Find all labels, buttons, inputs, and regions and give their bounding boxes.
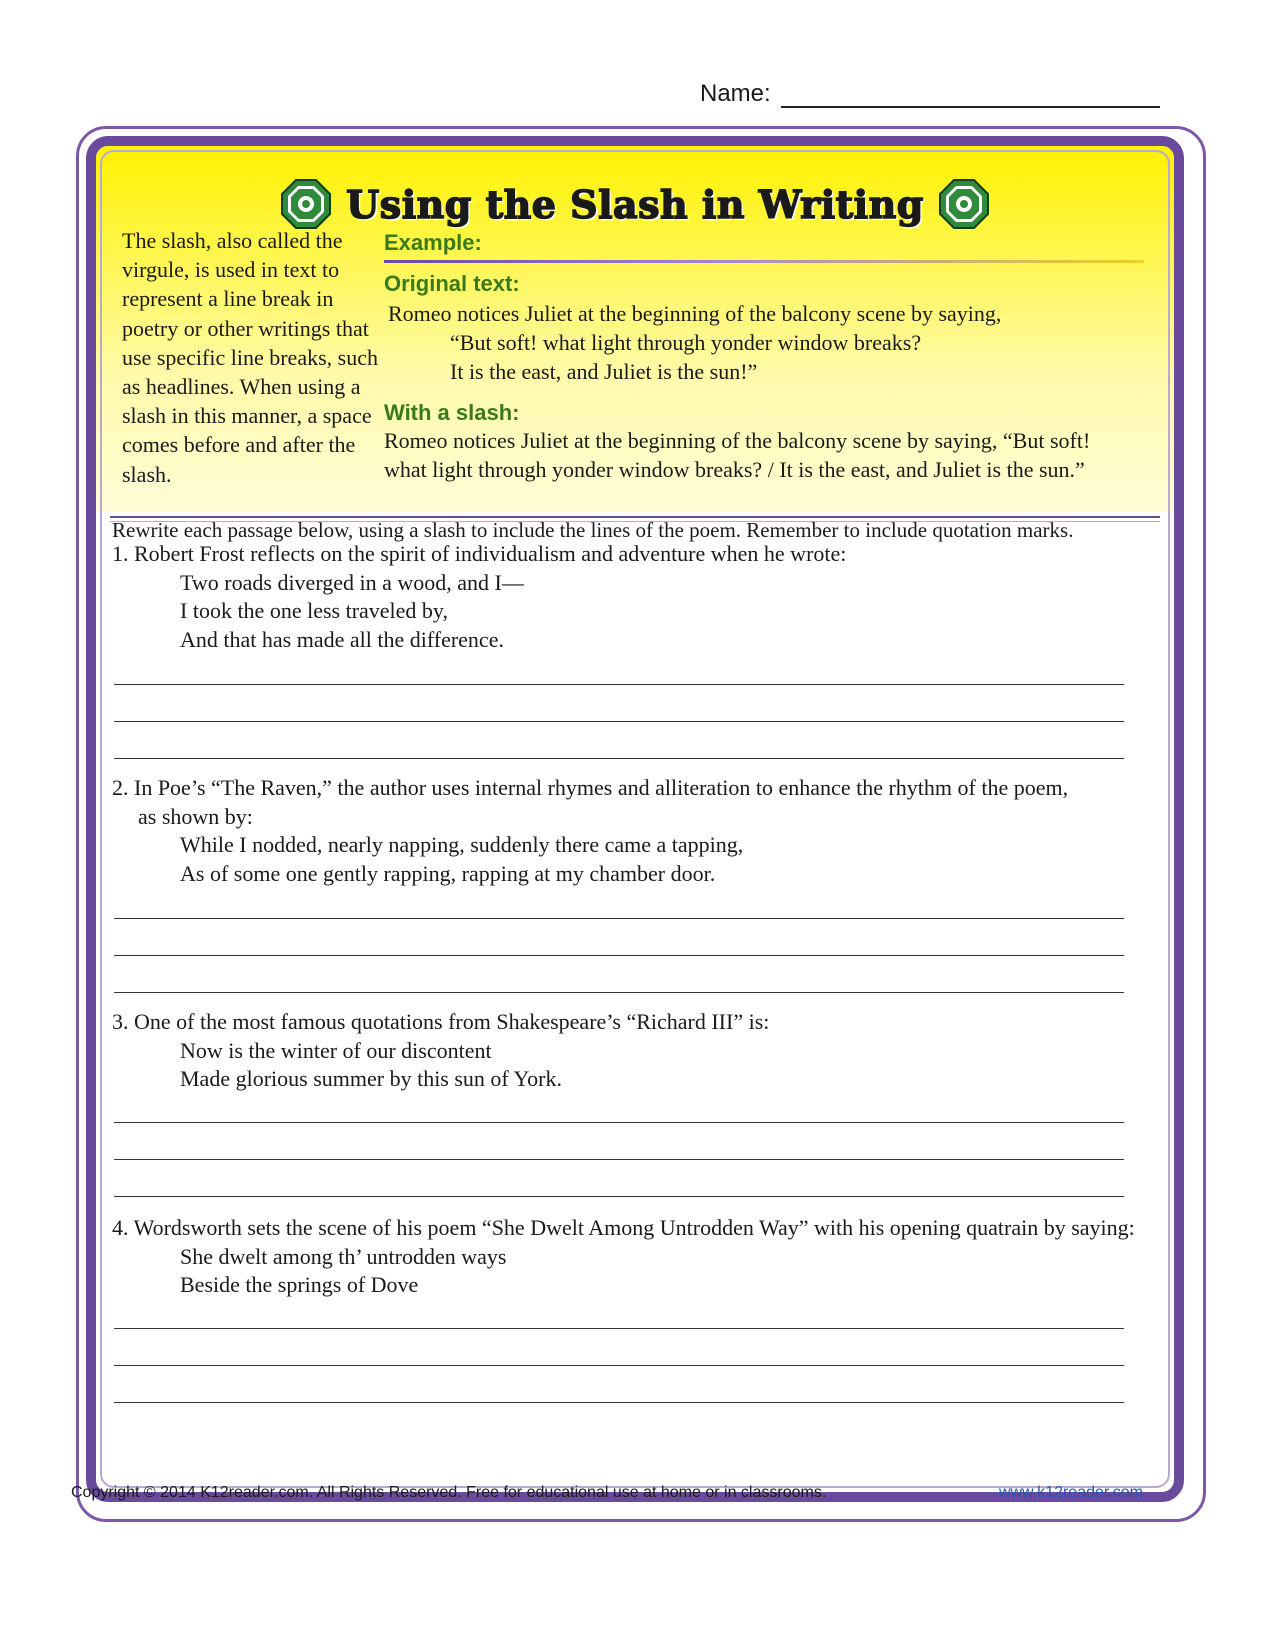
page-title: Using the Slash in Writing — [346, 181, 924, 227]
original-line: It is the east, and Juliet is the sun!” — [450, 359, 758, 384]
poem-line: Made glorious summer by this sun of York. — [180, 1066, 562, 1091]
answer-line[interactable] — [114, 955, 1124, 956]
question-prompt: 4. Wordsworth sets the scene of his poem “She Dwelt Among Untrodden Way” with his opening quatrain by saying: — [112, 1215, 1135, 1240]
website-link[interactable]: www.k12reader.com — [998, 1484, 1143, 1501]
answer-line[interactable] — [114, 1159, 1124, 1160]
octagon-ornament-icon — [280, 178, 332, 230]
question-prompt: 2. In Poe’s “The Raven,” the author uses internal rhymes and alliteration to enhance the rhythm of the poem, — [112, 775, 1069, 800]
name-field — [700, 72, 1160, 108]
question-1 — [112, 540, 1172, 654]
example-rule — [384, 260, 1144, 263]
poem-line: Two roads diverged in a wood, and I— — [180, 569, 524, 595]
poem-line: She dwelt among th’ untrodden ways — [180, 1243, 507, 1269]
answer-line[interactable] — [114, 684, 1124, 685]
answer-line[interactable] — [114, 992, 1124, 993]
original-line: “But soft! what light through yonder window breaks? — [450, 330, 922, 355]
instructions: Rewrite each passage below, using a slash to include the lines of the poem. Remember to include quotation marks. — [112, 518, 1074, 542]
question-prompt-continued: as shown by: — [138, 803, 253, 829]
poem-line: I took the one less traveled by, — [180, 598, 448, 623]
original-text-block — [384, 299, 1144, 386]
worksheet-frame — [86, 136, 1184, 1502]
answer-line[interactable] — [114, 1365, 1124, 1366]
question-3 — [112, 1008, 1172, 1094]
with-slash-block — [384, 426, 1144, 484]
slash-line: what light through yonder window breaks? / It is the east, and Juliet is the sun.” — [384, 457, 1085, 482]
answer-line[interactable] — [114, 1196, 1124, 1197]
poem-line: As of some one gently rapping, rapping at my chamber door. — [180, 860, 716, 886]
slash-line: Romeo notices Juliet at the beginning of the balcony scene by saying, “But soft! — [384, 428, 1091, 453]
name-label: Name: — [700, 80, 771, 107]
copyright-notice: Copyright © 2014 K12reader.com. All Rights Reserved. Free for educational use at home or in classrooms. — [71, 1484, 827, 1501]
question-prompt: 1. Robert Frost reflects on the spirit of individualism and adventure when he wrote: — [112, 541, 847, 566]
example-heading: Example: — [384, 230, 482, 255]
question-2 — [112, 774, 1172, 888]
answer-line[interactable] — [114, 918, 1124, 919]
octagon-ornament-icon — [938, 178, 990, 230]
answer-line[interactable] — [114, 721, 1124, 722]
poem-line: Now is the winter of our discontent — [180, 1037, 492, 1063]
answer-line[interactable] — [114, 1328, 1124, 1329]
with-slash-heading: With a slash: — [384, 400, 520, 425]
answer-line[interactable] — [114, 1122, 1124, 1123]
example-section — [384, 230, 1144, 484]
poem-line: And that has made all the difference. — [180, 626, 504, 652]
answer-line[interactable] — [114, 758, 1124, 759]
intro-text: The slash, also called the virgule, is used in text to represent a line break in poetry or other writings that use specific line breaks, such as headlines. When using a slash in this manner, a space comes before and after the slash. — [122, 228, 378, 487]
name-blank-line[interactable] — [781, 80, 1160, 108]
poem-line: Beside the springs of Dove — [180, 1272, 419, 1297]
answer-line[interactable] — [114, 1402, 1124, 1403]
question-prompt: 3. One of the most famous quotations from Shakespeare’s “Richard III” is: — [112, 1009, 770, 1034]
poem-line: While I nodded, nearly napping, suddenly there came a tapping, — [180, 832, 744, 857]
question-4 — [112, 1214, 1172, 1300]
original-text-heading: Original text: — [384, 271, 520, 296]
original-line: Romeo notices Juliet at the beginning of the balcony scene by saying, — [388, 301, 1002, 326]
